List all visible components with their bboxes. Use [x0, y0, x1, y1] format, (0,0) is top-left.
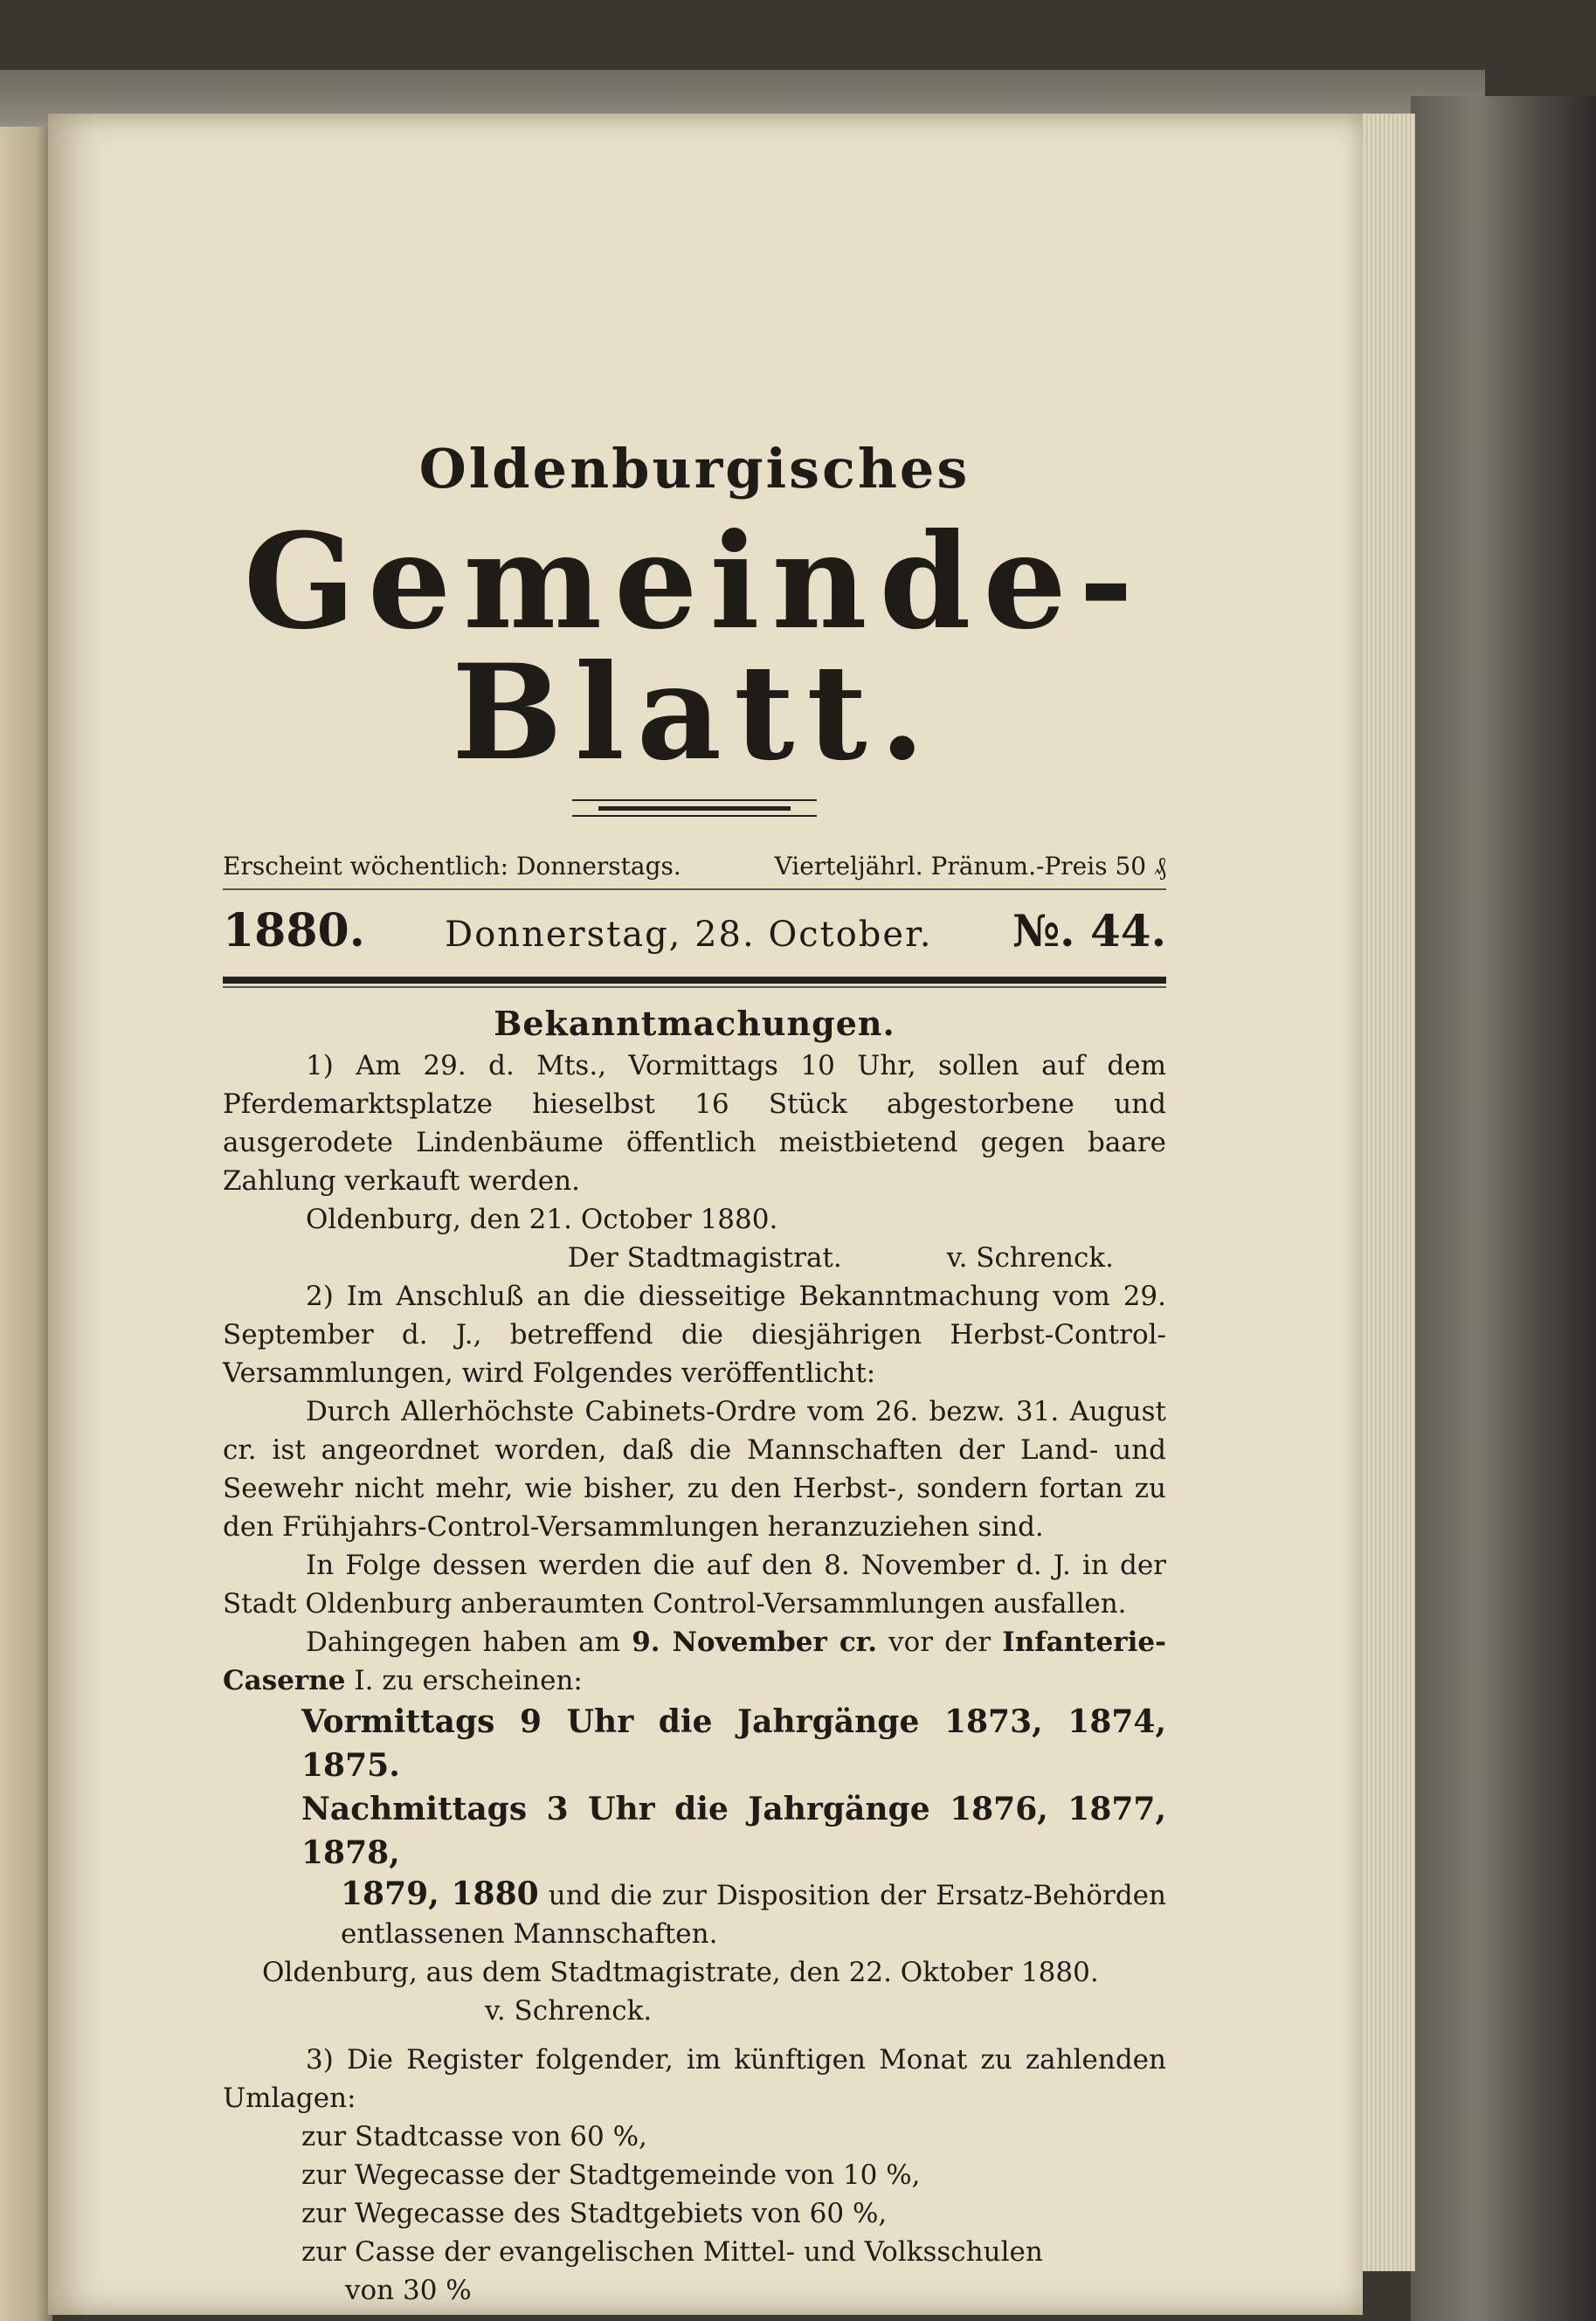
notice3-intro: 3) Die Register folgender, im künftigen Monat zu zahlenden Umlagen: [223, 2044, 1166, 2114]
notice1-sig-name: v. Schrenck. [946, 1242, 1114, 1274]
notice2-signature: v. Schrenck. [485, 1995, 653, 2027]
publication-schedule: Erscheint wöchentlich: Donnerstags. [223, 852, 681, 881]
notice2-p4-mid: vor der [877, 1627, 1003, 1658]
notice2-p4-end: I. zu erscheinen: [345, 1665, 583, 1696]
issue-line [223, 904, 1166, 973]
notice1-text: 1) Am 29. d. Mts., Vormittags 10 Uhr, sollen auf dem Pferdemarktsplatze hieselbst 16 Stück abgestorbene und ausgerodete Lindenbäume öffentlich meistbietend gegen baare Zahlung verkauft werden. [223, 1050, 1166, 1197]
subscription-price: Vierteljährl. Pränum.-Preis 50 ₰ [774, 852, 1166, 881]
notice3-item-cont: von 30 % [345, 2275, 472, 2306]
notice1-dateline: Oldenburg, den 21. October 1880. [306, 1204, 778, 1235]
book-cover-right [1411, 96, 1596, 2321]
notice2-morning: Vormittags 9 Uhr die Jahrgänge 1873, 1874, 1875. [301, 1703, 1166, 1784]
notice2-cont-rest: und die zur Disposition der Ersatz-Behörden entlassenen Mannschaften. [341, 1880, 1166, 1950]
section-title: Bekanntmachungen. [494, 1004, 895, 1043]
notice1-sig-authority: Der Stadtmagistrat. [567, 1242, 842, 1274]
article-body [223, 1047, 1166, 2310]
header-rule-thin [223, 986, 1166, 988]
notice3-item: zur Wegecasse des Stadtgebiets von 60 %, [301, 2198, 888, 2229]
notice2-p1: 2) Im Anschluß an die diesseitige Bekanntmachung vom 29. September d. J., betreffend die diesjährigen Herbst-Control-Versammlungen, wird Folgendes veröffentlicht: [223, 1281, 1166, 1389]
notice2-p3: In Folge dessen werden die auf den 8. November d. J. in der Stadt Oldenburg anberaumten Control-Versammlungen ausfallen. [223, 1550, 1166, 1620]
notice1-signature [223, 1239, 1166, 1277]
notice2-p2: Durch Allerhöchste Cabinets-Ordre vom 26. bezw. 31. August cr. ist angeordnet worden, daß die Mannschaften der Land- und Seewehr nicht mehr, wie bisher, zu den Herbst-, sondern fortan zu den Frühjahrs-Control-Versammlungen heranzuziehen sind. [223, 1396, 1166, 1543]
left-page-edge [0, 127, 52, 2321]
notice2-dateline: Oldenburg, aus dem Stadtmagistrate, den 22. Oktober 1880. [262, 1957, 1099, 1988]
notice2-afternoon: Nachmittags 3 Uhr die Jahrgänge 1876, 1877, 1878, [301, 1791, 1166, 1871]
notice2-cont-years: 1879, 1880 [341, 1875, 539, 1912]
page-content [223, 437, 1166, 2310]
masthead-line1: Oldenburgisches [418, 437, 971, 501]
header-rule-thick [223, 977, 1166, 984]
notice2-p4-start: Dahingegen haben am [306, 1627, 632, 1658]
title-ornament [223, 791, 1166, 825]
newspaper-page [48, 114, 1363, 2315]
notice2-p4-date: 9. November cr. [632, 1627, 878, 1658]
notice3-item: zur Casse der evangelischen Mittel- und Volksschulen [301, 2236, 1043, 2268]
notice2-p4 [223, 1623, 1166, 1700]
notice3-item: zur Wegecasse der Stadtgemeinde von 10 %, [301, 2159, 921, 2191]
issue-year: 1880. [223, 904, 365, 957]
masthead-title: Gemeinde-Blatt. [243, 505, 1146, 790]
notice3-item: zur Stadtcasse von 60 %, [301, 2121, 647, 2152]
notice2-continuation [223, 1875, 1166, 1953]
issue-date: Donnerstag, 28. October. [445, 915, 933, 955]
issue-number: №. 44. [1012, 905, 1166, 957]
notice2-p4-place: Infanterie-Caserne [223, 1627, 1166, 1696]
publication-info [223, 852, 1166, 890]
